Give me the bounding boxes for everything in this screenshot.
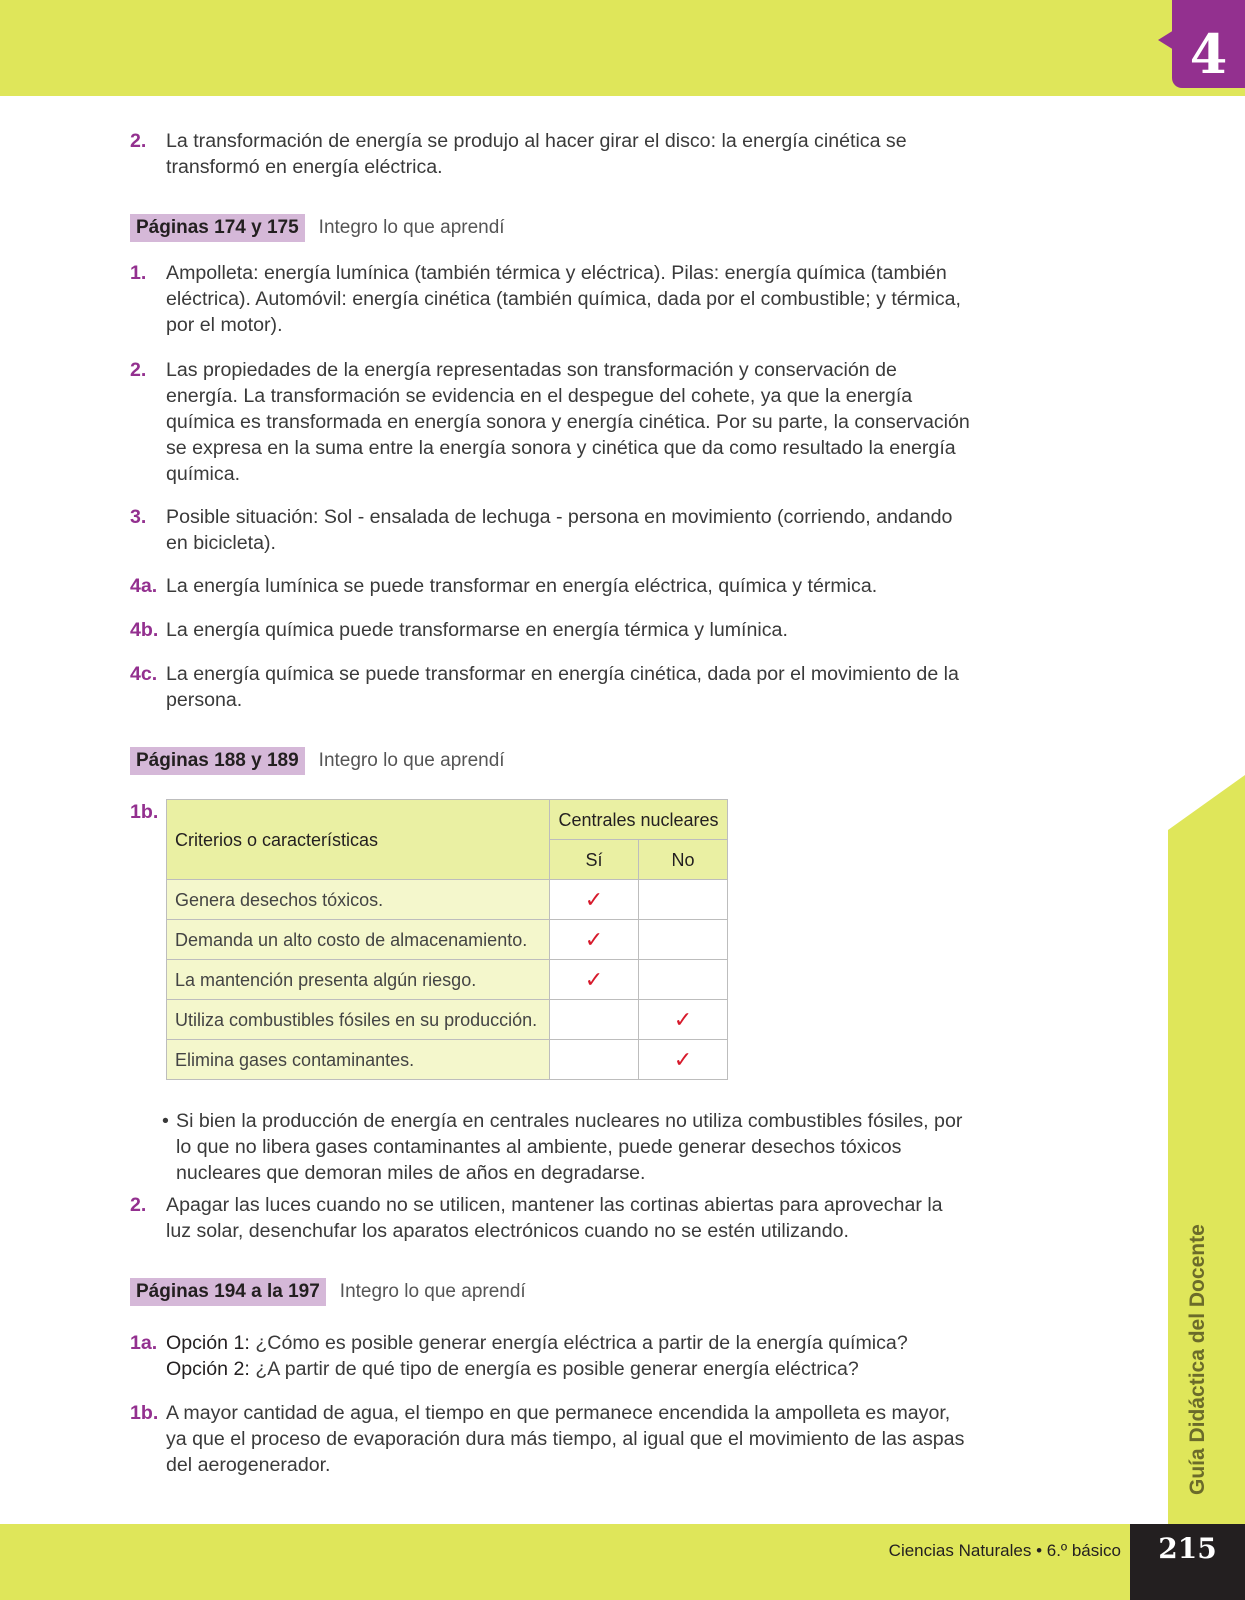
table-row xyxy=(167,960,728,1000)
section-subtitle: Integro lo que aprendí xyxy=(318,217,505,238)
item-text: Ampolleta: energía lumínica (también térmica y eléctrica). Pilas: energía química (también eléctrica). Automóvil: energía cinética (también química, dada por el combustible; y térmica, por el motor). xyxy=(166,262,962,336)
table-cell-label: La mantención presenta algún riesgo. xyxy=(167,960,550,1000)
section-header-174 xyxy=(130,214,970,242)
main-content xyxy=(130,128,970,1478)
option-1 xyxy=(166,1330,970,1356)
item-text: La energía lumínica se puede transformar en energía eléctrica, química y térmica. xyxy=(166,575,878,597)
table-cell-empty xyxy=(639,920,728,960)
unit-number-tab: 4 xyxy=(1172,0,1245,88)
list-item xyxy=(130,504,970,556)
item-number: 4b. xyxy=(130,619,159,641)
option-2 xyxy=(166,1356,970,1382)
bullet-text: Si bien la producción de energía en centrales nucleares no utiliza combustibles fósiles, por lo que no libera gases contaminantes al ambiente, puede generar desechos tóxicos nucleares que demoran miles de años en degradarse. xyxy=(176,1110,963,1184)
footer-subject: Ciencias Naturales • 6.º básico xyxy=(888,1541,1121,1560)
table-row xyxy=(167,1000,728,1040)
table-cell-label: Utiliza combustibles fósiles en su producción. xyxy=(167,1000,550,1040)
intro-item xyxy=(130,128,970,180)
item-text: La transformación de energía se produjo al hacer girar el disco: la energía cinética se transformó en energía eléctrica. xyxy=(166,130,907,178)
criteria-table xyxy=(166,799,728,1080)
bullet-icon: • xyxy=(162,1110,169,1132)
option-label: Opción 1: xyxy=(166,1332,250,1354)
section-subtitle: Integro lo que aprendí xyxy=(318,750,505,771)
table-cell-empty xyxy=(550,1040,639,1080)
item-number: 1b. xyxy=(130,1402,159,1424)
table-row xyxy=(167,880,728,920)
top-band xyxy=(0,0,1245,96)
table-header-no: No xyxy=(639,840,728,880)
list-item xyxy=(130,260,970,338)
table-header-group: Centrales nucleares xyxy=(550,800,728,840)
item-number: 2. xyxy=(130,359,147,381)
item-text: Apagar las luces cuando no se utilicen, mantener las cortinas abiertas para aprovechar la luz solar, desenchufar los aparatos electrónicos cuando no se estén utilizando. xyxy=(166,1194,943,1242)
item-number: 4c. xyxy=(130,663,158,685)
item-text: Las propiedades de la energía representadas son transformación y conservación de energía. La transformación se evidencia en el despegue del cohete, ya que la energía química es transformada en energía sonora y energía cinética. Por su parte, la conservación se expresa en la suma entre la energía sonora y cinética que da como resultado la energía química. xyxy=(166,359,970,485)
item-number: 3. xyxy=(130,506,147,528)
list-item xyxy=(130,1330,970,1382)
check-icon: ✓ xyxy=(550,920,639,960)
table-item xyxy=(130,799,970,1080)
item-text: La energía química se puede transformar en energía cinética, dada por el movimiento de la persona. xyxy=(166,663,959,711)
list-item xyxy=(130,617,970,643)
item-text: Posible situación: Sol - ensalada de lechuga - persona en movimiento (corriendo, andando en bicicleta). xyxy=(166,506,953,554)
side-title-text: Guía Didáctica del Docente xyxy=(1186,1224,1209,1495)
table-cell-empty xyxy=(639,880,728,920)
list-item xyxy=(130,357,970,487)
item-number: 1. xyxy=(130,262,147,284)
table-cell-label: Elimina gases contaminantes. xyxy=(167,1040,550,1080)
page-tag: Páginas 194 a la 197 xyxy=(130,1278,326,1306)
section-header-188 xyxy=(130,747,970,775)
list-item xyxy=(130,1192,970,1244)
table-header-yes: Sí xyxy=(550,840,639,880)
section-subtitle: Integro lo que aprendí xyxy=(339,1281,526,1302)
list-item xyxy=(130,573,970,599)
table-row xyxy=(167,920,728,960)
page-number: 215 xyxy=(1130,1524,1245,1600)
check-icon: ✓ xyxy=(639,1040,728,1080)
option-text: ¿Cómo es posible generar energía eléctrica a partir de la energía química? xyxy=(255,1332,908,1354)
page-tag: Páginas 174 y 175 xyxy=(130,214,305,242)
item-number: 4a. xyxy=(130,575,158,597)
list-item xyxy=(130,661,970,713)
table-cell-empty xyxy=(550,1000,639,1040)
table-header-criteria: Criterios o características xyxy=(167,800,550,880)
item-number: 1a. xyxy=(130,1332,158,1354)
item-text: A mayor cantidad de agua, el tiempo en que permanece encendida la ampolleta es mayor, ya que el proceso de evaporación dura más tiempo, al igual que el movimiento de las aspas del aerogenerador. xyxy=(166,1402,965,1476)
item-number: 2. xyxy=(130,1194,147,1216)
item-text: La energía química puede transformarse en energía térmica y lumínica. xyxy=(166,619,788,641)
table-cell-label: Genera desechos tóxicos. xyxy=(167,880,550,920)
page-tag: Páginas 188 y 189 xyxy=(130,747,305,775)
table-row xyxy=(167,1040,728,1080)
section-header-194 xyxy=(130,1278,970,1306)
item-number: 1b. xyxy=(130,801,159,823)
check-icon: ✓ xyxy=(639,1000,728,1040)
check-icon: ✓ xyxy=(550,960,639,1000)
list-item xyxy=(130,1400,970,1478)
side-title xyxy=(1168,1215,1228,1495)
item-number: 2. xyxy=(130,130,147,152)
option-text: ¿A partir de qué tipo de energía es posible generar energía eléctrica? xyxy=(255,1358,859,1380)
option-label: Opción 2: xyxy=(166,1358,250,1380)
bullet-item xyxy=(130,1108,970,1186)
table-cell-label: Demanda un alto costo de almacenamiento. xyxy=(167,920,550,960)
check-icon: ✓ xyxy=(550,880,639,920)
table-cell-empty xyxy=(639,960,728,1000)
